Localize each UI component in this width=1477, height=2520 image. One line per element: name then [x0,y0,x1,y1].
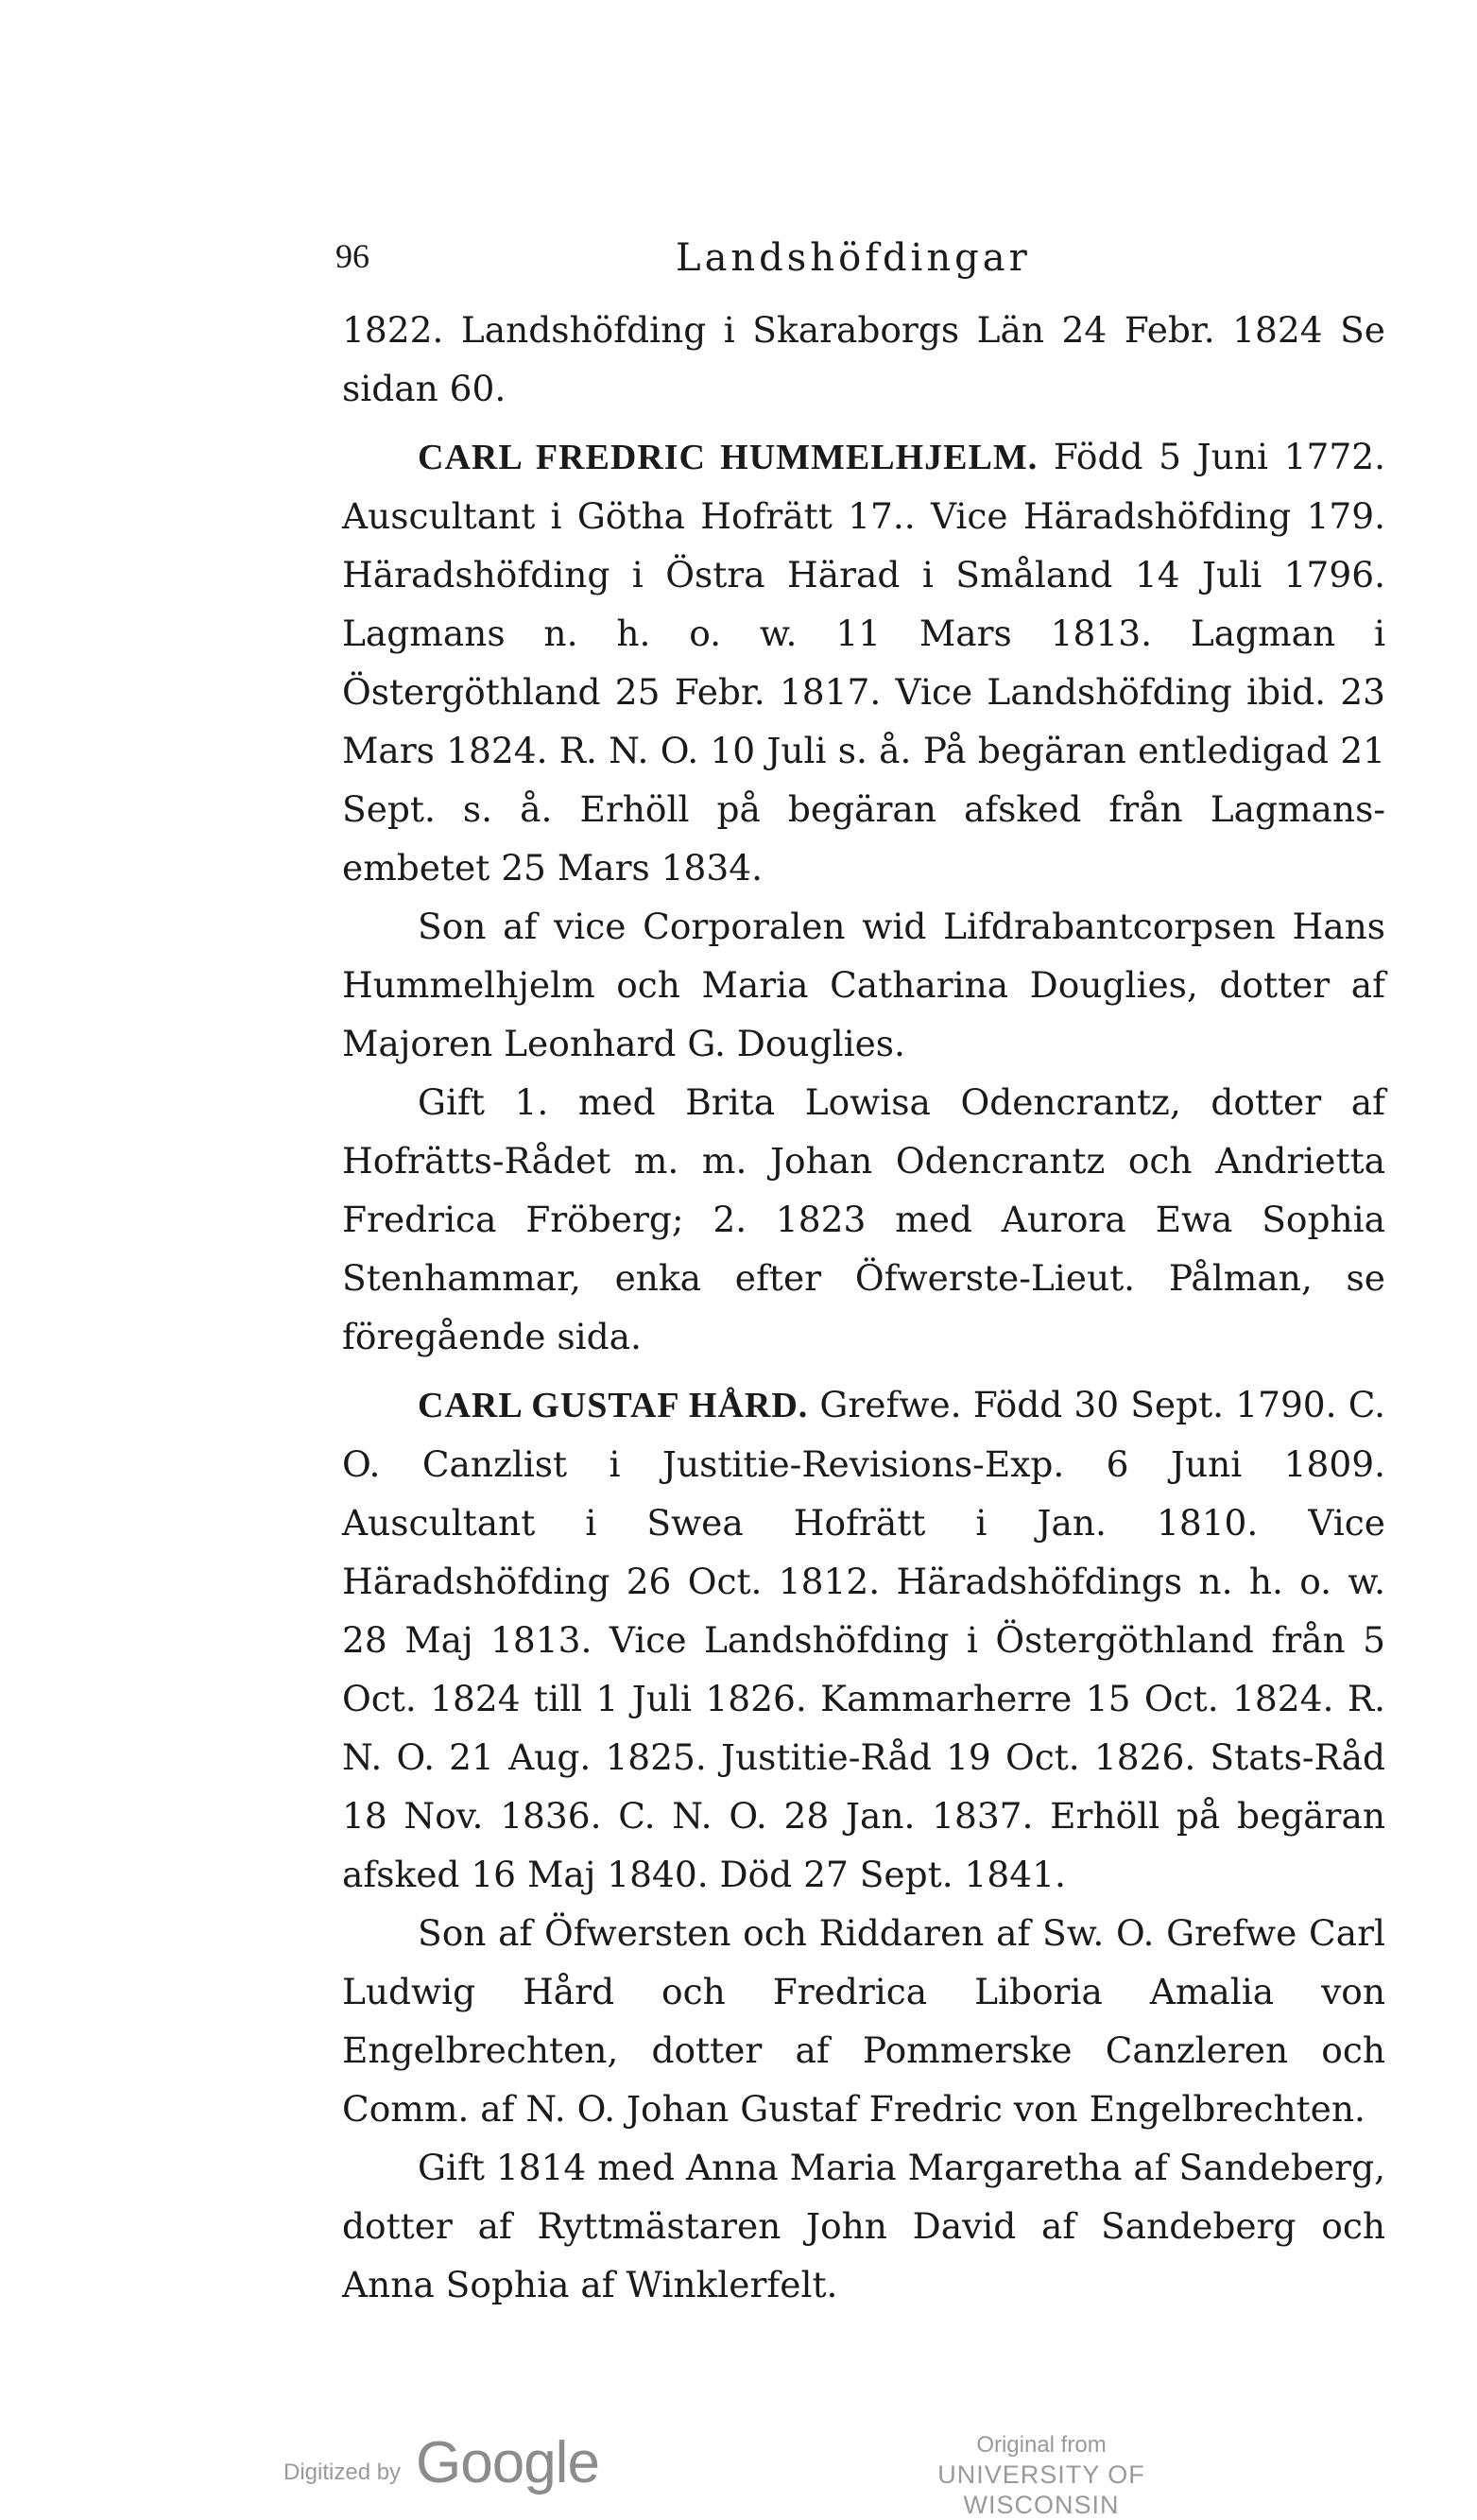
original-from-label: Original from [976,2432,1107,2458]
paragraph-text: Son af vice Corporalen wid Lifdrabantcorpsen Hans Hummelhjelm och Maria Catharina Douglies, dotter af Majoren Leonhard G. Douglies. [342,906,1385,1064]
original-source-watermark [871,2431,1211,2520]
entry-text: Grefwe. Född 30 Sept. 1790. C. O. Canzlist i Justitie-Revisions-Exp. 6 Juni 1809. Auscultant i Swea Hofrätt i Jan. 1810. Vice Häradshöfding 26 Oct. 1812. Häradshöfdings n. h. o. w. 28 Maj 1813. Vice Landshöfding i Östergöthland från 5 Oct. 1824 till 1 Juli 1826. Kammarherre 15 Oct. 1824. R. N. O. 21 Aug. 1825. Justitie-Råd 19 Oct. 1826. Stats-Råd 18 Nov. 1836. C. N. O. 28 Jan. 1837. Erhöll på begäran afsked 16 Maj 1840. Död 27 Sept. 1841. [342,1384,1385,1895]
entry-text: Född 5 Juni 1772. Auscultant i Götha Hofrätt 17.. Vice Häradshöfding 179. Häradshöfding i Östra Härad i Småland 14 Juli 1796. Lagmans n. h. o. w. 11 Mars 1813. Lagman i Östergöthland 25 Febr. 1817. Vice Landshöfding ibid. 23 Mars 1824. R. N. O. 10 Juli s. å. På begäran entledigad 21 Sept. s. å. Erhöll på begäran afsked från Lagmans-embetet 25 Mars 1834. [342,436,1386,889]
page-body [342,301,1385,2314]
page-header [335,236,1394,293]
google-logo: Google [416,2430,599,2495]
entry-hummelhjelm [342,427,1385,897]
paragraph-text: Gift 1. med Brita Lowisa Odencrantz, dotter af Hofrätts-Rådet m. m. Johan Odencrantz och Andrietta Fredrica Fröberg; 2. 1823 med Aurora Ewa Sophia Stenhammar, enka efter Öfwerste-Lieut. Pålman, se föregående sida. [342,1081,1385,1357]
entry-name: CARL GUSTAF HÅRD. [418,1386,809,1425]
paragraph-marriage [342,1073,1385,1366]
running-title: Landshöfdingar [676,236,1031,280]
paragraph-marriage [342,2138,1385,2314]
paragraph-parentage [342,1904,1385,2138]
paragraph-text: Gift 1814 med Anna Maria Margaretha af Sandeberg, dotter af Ryttmästaren John David af Sandeberg och Anna Sophia af Winklerfelt. [342,2147,1385,2305]
entry-name: CARL FREDRIC HUMMELHJELM. [418,438,1039,477]
institution-name: UNIVERSITY OF WISCONSIN [937,2460,1145,2519]
digitized-by-google-watermark [283,2429,624,2505]
page-number: 96 [335,237,369,275]
paragraph-text: 1822. Landshöfding i Skaraborgs Län 24 Febr. 1824 Se sidan 60. [342,309,1385,409]
paragraph-continuation [342,301,1385,418]
paragraph-parentage [342,897,1385,1073]
digitized-by-label: Digitized by [283,2460,402,2485]
paragraph-text: Son af Öfwersten och Riddaren af Sw. O. Grefwe Carl Ludwig Hård och Fredrica Liboria Amalia von Engelbrechten, dotter af Pommerske Canzleren och Comm. af N. O. Johan Gustaf Fredric von Engelbrechten. [342,1912,1385,2130]
entry-hard [342,1375,1385,1904]
